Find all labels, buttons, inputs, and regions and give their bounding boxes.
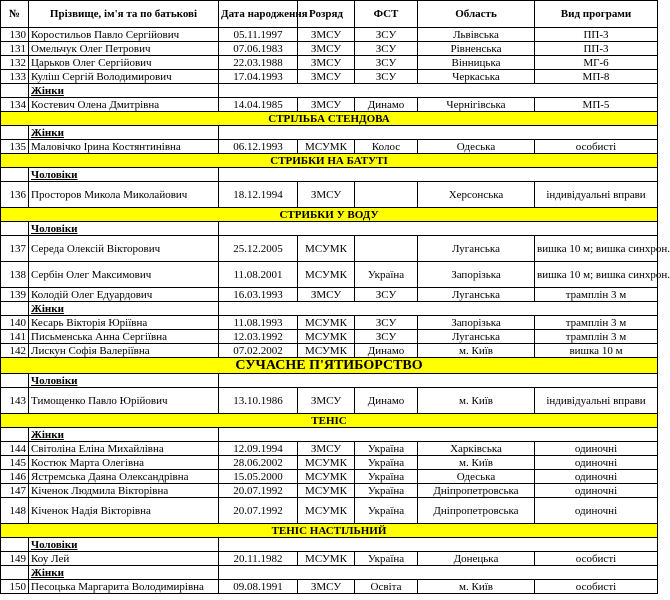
gender-label: Чоловіки: [29, 168, 219, 182]
athlete-fst: Колос: [355, 140, 418, 154]
athlete-fst: ЗСУ: [355, 316, 418, 330]
athlete-row: [1, 42, 658, 56]
athlete-dob: 20.07.1992: [219, 498, 298, 524]
header-rank: Розряд: [298, 1, 355, 28]
athlete-fst: Динамо: [355, 98, 418, 112]
athlete-dob: 20.07.1992: [219, 484, 298, 498]
athlete-program: одиночні: [535, 456, 658, 470]
subheader-num-cell: [1, 168, 29, 182]
athlete-dob: 06.12.1993: [219, 140, 298, 154]
athlete-num: 149: [1, 552, 29, 566]
subheader-num-cell: [1, 302, 29, 316]
athlete-rank: МСУМК: [298, 552, 355, 566]
athlete-region: Херсонська: [418, 182, 535, 208]
athlete-region: Вінницька: [418, 56, 535, 70]
athlete-program: трамплін 3 м: [535, 316, 658, 330]
athlete-fst: Україна: [355, 262, 418, 288]
athlete-program: одиночні: [535, 442, 658, 456]
subheader-empty-cell: [219, 538, 658, 552]
athlete-region: м. Київ: [418, 456, 535, 470]
subheader-num-cell: [1, 222, 29, 236]
athlete-region: Луганська: [418, 288, 535, 302]
athlete-program: ПП-3: [535, 28, 658, 42]
athlete-num: 150: [1, 580, 29, 594]
athlete-region: Запорізька: [418, 262, 535, 288]
athlete-fst: ЗСУ: [355, 70, 418, 84]
athlete-name: Ястремська Даяна Олександрівна: [29, 470, 219, 484]
athlete-program: вишка 10 м; вишка синхрон.: [535, 236, 658, 262]
athlete-rank: ЗМСУ: [298, 288, 355, 302]
subheader-empty-cell: [219, 374, 658, 388]
athlete-num: 141: [1, 330, 29, 344]
athlete-row: [1, 262, 658, 288]
section-banner: [1, 112, 658, 126]
athlete-num: 142: [1, 344, 29, 358]
athlete-dob: 20.11.1982: [219, 552, 298, 566]
athlete-name: Світоліна Еліна Михайлівна: [29, 442, 219, 456]
header-fst: ФСТ: [355, 1, 418, 28]
athlete-program: особисті: [535, 552, 658, 566]
gender-label: Чоловіки: [29, 222, 219, 236]
athlete-name: Сербін Олег Максимович: [29, 262, 219, 288]
athlete-rank: МСУМК: [298, 498, 355, 524]
athlete-fst: Україна: [355, 442, 418, 456]
athlete-num: 139: [1, 288, 29, 302]
athlete-dob: 07.06.1983: [219, 42, 298, 56]
athlete-region: м. Київ: [418, 344, 535, 358]
subheader-num-cell: [1, 538, 29, 552]
gender-label: Чоловіки: [29, 374, 219, 388]
athlete-name: Просторов Микола Миколайович: [29, 182, 219, 208]
athlete-rank: ЗМСУ: [298, 70, 355, 84]
athlete-row: [1, 388, 658, 414]
athlete-row: [1, 140, 658, 154]
athlete-num: 137: [1, 236, 29, 262]
athlete-fst: Україна: [355, 498, 418, 524]
athlete-program: МП-8: [535, 70, 658, 84]
athlete-name: Кесарь Вікторія Юріївна: [29, 316, 219, 330]
athlete-num: 148: [1, 498, 29, 524]
athlete-dob: 05.11.1997: [219, 28, 298, 42]
athlete-dob: 28.06.2002: [219, 456, 298, 470]
athlete-fst: Україна: [355, 484, 418, 498]
athlete-region: Рівненська: [418, 42, 535, 56]
athlete-rank: МСУМК: [298, 330, 355, 344]
header-num: №: [1, 1, 29, 28]
athlete-name: Куліш Сергій Володимирович: [29, 70, 219, 84]
athlete-fst: Динамо: [355, 344, 418, 358]
athlete-num: 135: [1, 140, 29, 154]
athlete-row: [1, 442, 658, 456]
athlete-rank: МСУМК: [298, 484, 355, 498]
athlete-rank: ЗМСУ: [298, 388, 355, 414]
athlete-program: трамплін 3 м: [535, 288, 658, 302]
athlete-rank: МСУМК: [298, 456, 355, 470]
gender-label: Жінки: [29, 566, 219, 580]
athlete-region: Черкаська: [418, 70, 535, 84]
athlete-row: [1, 552, 658, 566]
subheader-empty-cell: [219, 302, 658, 316]
athlete-program: вишка 10 м: [535, 344, 658, 358]
athlete-program: вишка 10 м; вишка синхрон.: [535, 262, 658, 288]
athlete-rank: МСУМК: [298, 140, 355, 154]
athlete-name: Кіченок Надія Вікторівна: [29, 498, 219, 524]
athlete-fst: ЗСУ: [355, 288, 418, 302]
section-title: СУЧАСНЕ П'ЯТИБОРСТВО: [1, 358, 658, 374]
gender-label: Жінки: [29, 428, 219, 442]
athlete-fst: [355, 236, 418, 262]
athlete-rank: МСУМК: [298, 316, 355, 330]
athletes-body: [1, 28, 670, 594]
athlete-region: Львівська: [418, 28, 535, 42]
athlete-fst: ЗСУ: [355, 330, 418, 344]
athlete-program: одиночні: [535, 498, 658, 524]
gender-subheader: [1, 168, 658, 182]
athlete-num: 145: [1, 456, 29, 470]
subheader-empty-cell: [219, 168, 658, 182]
athlete-num: 130: [1, 28, 29, 42]
athlete-region: Дніпропетровська: [418, 498, 535, 524]
subheader-empty-cell: [219, 84, 658, 98]
subheader-empty-cell: [219, 126, 658, 140]
athlete-row: [1, 316, 658, 330]
athlete-rank: ЗМСУ: [298, 42, 355, 56]
athlete-fst: Динамо: [355, 388, 418, 414]
athlete-program: МГ-6: [535, 56, 658, 70]
athlete-row: [1, 456, 658, 470]
athlete-num: 136: [1, 182, 29, 208]
header-region: Область: [418, 1, 535, 28]
athlete-row: [1, 236, 658, 262]
athlete-rank: МСУМК: [298, 236, 355, 262]
subheader-num-cell: [1, 126, 29, 140]
athlete-row: [1, 70, 658, 84]
athlete-dob: 11.08.1993: [219, 316, 298, 330]
athlete-rank: ЗМСУ: [298, 182, 355, 208]
athlete-fst: ЗСУ: [355, 56, 418, 70]
athlete-name: Костевич Олена Дмитрівна: [29, 98, 219, 112]
subheader-empty-cell: [219, 428, 658, 442]
athlete-dob: 18.12.1994: [219, 182, 298, 208]
athlete-row: [1, 330, 658, 344]
gender-label: Жінки: [29, 84, 219, 98]
athlete-program: індивідуальні вправи: [535, 388, 658, 414]
athlete-name: Коу Лей: [29, 552, 219, 566]
gender-subheader: [1, 302, 658, 316]
athlete-name: Костюк Марта Олегівна: [29, 456, 219, 470]
athlete-dob: 17.04.1993: [219, 70, 298, 84]
gender-label: Чоловіки: [29, 538, 219, 552]
athlete-row: [1, 484, 658, 498]
athlete-num: 138: [1, 262, 29, 288]
athlete-program: одиночні: [535, 470, 658, 484]
section-title: ТЕНІС НАСТІЛЬНИЙ: [1, 524, 658, 538]
header-dob: Дата народження: [219, 1, 298, 28]
athlete-rank: МСУМК: [298, 470, 355, 484]
athlete-num: 131: [1, 42, 29, 56]
header-row: [1, 1, 658, 28]
gender-label: Жінки: [29, 302, 219, 316]
athlete-name: Омельчук Олег Петрович: [29, 42, 219, 56]
athlete-num: 134: [1, 98, 29, 112]
athlete-dob: 12.09.1994: [219, 442, 298, 456]
athlete-dob: 22.03.1988: [219, 56, 298, 70]
athlete-rank: ЗМСУ: [298, 98, 355, 112]
athlete-program: індивідуальні вправи: [535, 182, 658, 208]
subheader-num-cell: [1, 566, 29, 580]
subheader-num-cell: [1, 84, 29, 98]
athlete-program: ПП-3: [535, 42, 658, 56]
athlete-fst: Україна: [355, 456, 418, 470]
athlete-region: м. Київ: [418, 388, 535, 414]
athlete-region: Запорізька: [418, 316, 535, 330]
gender-subheader: [1, 84, 658, 98]
athlete-fst: Україна: [355, 552, 418, 566]
section-banner: [1, 208, 658, 222]
athlete-rank: ЗМСУ: [298, 442, 355, 456]
section-banner: [1, 524, 658, 538]
section-title: СТРИБКИ У ВОДУ: [1, 208, 658, 222]
athlete-dob: 11.08.2001: [219, 262, 298, 288]
section-banner: [1, 154, 658, 168]
athlete-name: Песоцька Маргарита Володимирівна: [29, 580, 219, 594]
athlete-row: [1, 344, 658, 358]
athlete-rank: ЗМСУ: [298, 56, 355, 70]
athlete-region: Одеська: [418, 140, 535, 154]
athlete-row: [1, 470, 658, 484]
subheader-empty-cell: [219, 566, 658, 580]
section-banner: [1, 414, 658, 428]
athlete-dob: 25.12.2005: [219, 236, 298, 262]
gender-subheader: [1, 126, 658, 140]
athlete-row: [1, 580, 658, 594]
athlete-row: [1, 28, 658, 42]
athlete-num: 132: [1, 56, 29, 70]
athlete-rank: МСУМК: [298, 262, 355, 288]
gender-subheader: [1, 374, 658, 388]
athlete-dob: 07.02.2002: [219, 344, 298, 358]
athlete-dob: 09.08.1991: [219, 580, 298, 594]
athlete-name: Маловічко Ірина Костянтинівна: [29, 140, 219, 154]
subheader-num-cell: [1, 428, 29, 442]
athlete-program: одиночні: [535, 484, 658, 498]
athlete-fst: Освіта: [355, 580, 418, 594]
athlete-num: 140: [1, 316, 29, 330]
athlete-num: 147: [1, 484, 29, 498]
athlete-dob: 15.05.2000: [219, 470, 298, 484]
section-title: СТРІЛЬБА СТЕНДОВА: [1, 112, 658, 126]
athlete-rank: МСУМК: [298, 344, 355, 358]
header-name: Прізвище, ім'я та по батькові: [29, 1, 219, 28]
athlete-fst: [355, 182, 418, 208]
athlete-row: [1, 56, 658, 70]
section-title: СТРИБКИ НА БАТУТІ: [1, 154, 658, 168]
athlete-dob: 12.03.1992: [219, 330, 298, 344]
athlete-region: Дніпропетровська: [418, 484, 535, 498]
athlete-region: Одеська: [418, 470, 535, 484]
gender-subheader: [1, 222, 658, 236]
subheader-empty-cell: [219, 222, 658, 236]
athlete-row: [1, 98, 658, 112]
athlete-row: [1, 182, 658, 208]
athlete-num: 144: [1, 442, 29, 456]
subheader-num-cell: [1, 374, 29, 388]
athlete-region: Харківська: [418, 442, 535, 456]
section-banner: [1, 358, 658, 374]
athlete-num: 146: [1, 470, 29, 484]
athlete-row: [1, 288, 658, 302]
section-title: ТЕНІС: [1, 414, 658, 428]
athlete-rank: ЗМСУ: [298, 580, 355, 594]
gender-subheader: [1, 566, 658, 580]
athlete-name: Середа Олексій Вікторович: [29, 236, 219, 262]
gender-subheader: [1, 538, 658, 552]
header-program: Вид програми: [535, 1, 658, 28]
athlete-region: м. Київ: [418, 580, 535, 594]
athlete-num: 143: [1, 388, 29, 414]
athlete-dob: 13.10.1986: [219, 388, 298, 414]
athlete-program: особисті: [535, 580, 658, 594]
athlete-program: МП-5: [535, 98, 658, 112]
athlete-name: Письменська Анна Сергіївна: [29, 330, 219, 344]
athlete-region: Донецька: [418, 552, 535, 566]
athlete-name: Тимощенко Павло Юрійович: [29, 388, 219, 414]
athlete-dob: 14.04.1985: [219, 98, 298, 112]
athlete-program: особисті: [535, 140, 658, 154]
athlete-name: Царьков Олег Сергійович: [29, 56, 219, 70]
athlete-region: Чернігівська: [418, 98, 535, 112]
gender-label: Жінки: [29, 126, 219, 140]
athlete-rank: ЗМСУ: [298, 28, 355, 42]
athlete-fst: Україна: [355, 470, 418, 484]
athlete-row: [1, 498, 658, 524]
athlete-fst: ЗСУ: [355, 42, 418, 56]
athlete-dob: 16.03.1993: [219, 288, 298, 302]
athlete-name: Лискун Софія Валеріївна: [29, 344, 219, 358]
athlete-name: Кіченок Людмила Вікторівна: [29, 484, 219, 498]
athlete-name: Коростильов Павло Сергійович: [29, 28, 219, 42]
gender-subheader: [1, 428, 658, 442]
athlete-region: Луганська: [418, 330, 535, 344]
athlete-region: Луганська: [418, 236, 535, 262]
athlete-name: Колодій Олег Едуардович: [29, 288, 219, 302]
athlete-program: трамплін 3 м: [535, 330, 658, 344]
athlete-num: 133: [1, 70, 29, 84]
athlete-fst: ЗСУ: [355, 28, 418, 42]
